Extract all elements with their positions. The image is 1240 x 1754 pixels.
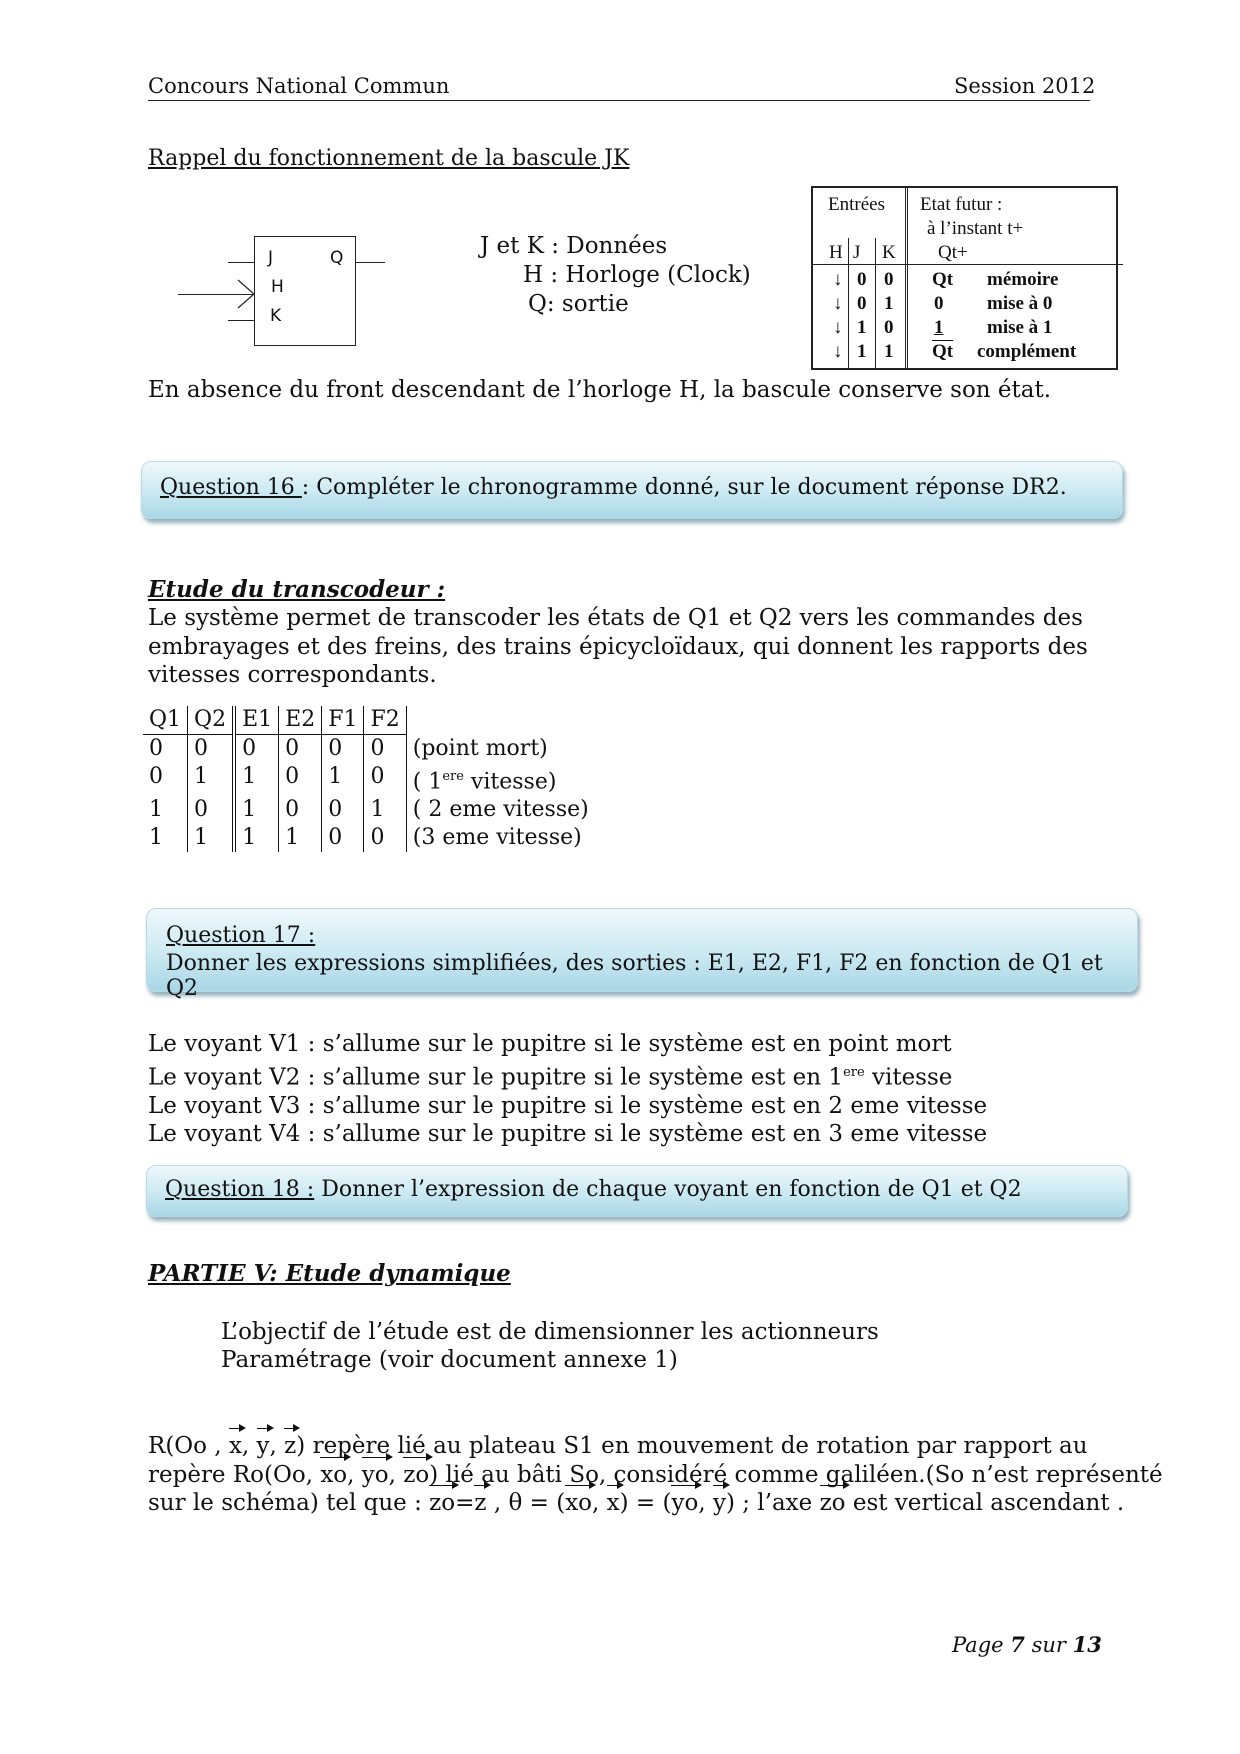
partie-v-intro: [221, 1318, 879, 1374]
th-q1: Q1: [149, 707, 182, 732]
header-left: Concours National Commun: [148, 74, 450, 98]
pin-h-label: H: [271, 277, 284, 297]
future-header-3: Qt+: [938, 242, 968, 263]
cell-q1: 1: [149, 825, 163, 851]
jk-truth-table: [811, 186, 1118, 370]
col-h: H: [829, 242, 843, 263]
question-17-text: Donner les expressions simplifiées, des sorties : E1, E2, F1, F2 en fonction de Q1 et Q2: [166, 951, 1103, 1001]
future-header-1: Etat futur :: [920, 194, 1003, 215]
question-16-text: : Compléter le chronogramme donné, sur le document réponse DR2.: [301, 475, 1067, 500]
falling-edge-icon: ↓: [833, 317, 843, 338]
row-q: Qt: [932, 269, 954, 290]
pin-j-label: J: [268, 248, 274, 268]
header-right: Session 2012: [954, 74, 1096, 98]
voyants-list: [148, 1030, 987, 1149]
vec-yo: yo: [361, 1461, 389, 1488]
cell-note: ( 2 eme vitesse): [406, 796, 594, 824]
row-desc: mémoire: [987, 269, 1059, 290]
vec-x: x: [606, 1490, 620, 1516]
vec-zo: zo: [429, 1490, 456, 1516]
table-row: [143, 763, 595, 796]
objectif: L’objectif de l’étude est de dimensionner les actionneurs: [221, 1319, 879, 1345]
legend-h: H : Horloge (Clock): [523, 262, 751, 288]
transcodeur-table: [143, 706, 595, 852]
para-line: vitesses correspondants.: [148, 662, 437, 688]
l2-a: repère Ro(Oo,: [148, 1461, 321, 1488]
transcodeur-paragraph: [148, 604, 1088, 690]
question-17-label: [166, 923, 315, 948]
vec-z: z: [474, 1490, 487, 1516]
comma: ,: [347, 1461, 362, 1488]
col-j: J: [853, 242, 861, 263]
comma: ,: [269, 1433, 285, 1459]
v2-sup: ere: [843, 1064, 865, 1080]
voyant-v2: [148, 1059, 987, 1092]
cell-e2: 0: [279, 763, 322, 796]
th-q2: Q2: [188, 706, 235, 735]
cell-f1: 0: [322, 735, 364, 764]
comma: ,: [698, 1490, 713, 1516]
question-17-box: [146, 908, 1138, 1001]
comma: ,: [592, 1490, 607, 1516]
l3-e: ) ; l’axe: [725, 1490, 820, 1516]
table-row: [143, 735, 595, 764]
cell-e2: 0: [279, 735, 322, 764]
cell-e2: 1: [279, 824, 322, 852]
falling-edge-icon: ↓: [833, 293, 843, 314]
row-desc: mise à 0: [987, 293, 1053, 314]
cell-e1: 0: [234, 735, 279, 764]
l1-b: ) repère lié au plateau S1 en mouvement de rotation par rapport au: [296, 1433, 1088, 1459]
cell-note: (point mort): [406, 735, 594, 764]
cell-note: (3 eme vitesse): [406, 824, 594, 852]
jk-title: Rappel du fonctionnement de la bascule JK: [148, 146, 630, 171]
question-16-label: Question 16: [160, 475, 302, 500]
para-line: Le système permet de transcoder les états de Q1 et Q2 vers les commandes des: [148, 605, 1083, 631]
parametrage: Paramétrage (voir document annexe 1): [221, 1347, 678, 1373]
future-header-2: à l’instant t+: [927, 218, 1024, 239]
pin-k-label: K: [270, 306, 282, 326]
cell-f1: 0: [322, 824, 364, 852]
jk-row: [813, 268, 1113, 292]
vec-y: y: [256, 1433, 270, 1459]
note-b: vitesse): [463, 769, 557, 795]
note-a: ( 1: [412, 769, 443, 795]
pin-k-line: [228, 320, 254, 321]
vec-yo: yo: [671, 1490, 699, 1516]
eq: =: [455, 1490, 475, 1516]
row-desc: complément: [977, 341, 1077, 362]
row-k: 1: [884, 293, 894, 314]
cell-e1: 1: [234, 824, 279, 852]
inputs-header: Entrées: [828, 194, 885, 215]
q18-label: Question 18 :: [165, 1177, 315, 1202]
l1-a: R(Oo ,: [148, 1433, 229, 1459]
v2-b: vitesse: [864, 1064, 953, 1091]
row-q: $\overline{Qt}$: [932, 341, 954, 362]
cell-f2: 0: [364, 824, 406, 852]
question-18-box: [146, 1165, 1128, 1217]
cell-f1: 0: [322, 796, 364, 824]
th-note: [406, 706, 594, 735]
page-num: 7: [1010, 1632, 1025, 1657]
page-total: 13: [1072, 1632, 1102, 1657]
comma: ,: [388, 1461, 404, 1488]
voyant-v4: Le voyant V4 : s’allume sur le pupitre si le système est en 3 eme vitesse: [148, 1121, 988, 1148]
cell-q1: 0: [143, 735, 188, 764]
jk-row: [813, 340, 1113, 364]
cell-q1: 1: [149, 797, 163, 823]
pin-j-line: [228, 262, 254, 263]
th-f2: F2: [364, 706, 406, 735]
cell-f2: 0: [364, 735, 406, 764]
row-desc: mise à 1: [987, 317, 1053, 338]
table-row: [143, 796, 595, 824]
cell-f1: 1: [322, 763, 364, 796]
cell-q2: 0: [188, 735, 235, 764]
jk-note: En absence du front descendant de l’horloge H, la bascule conserve son état.: [148, 377, 1052, 403]
table-header-rule: [813, 264, 1123, 265]
cell-f2: 0: [364, 763, 406, 796]
cell-e1: 1: [234, 763, 279, 796]
th-e1: E1: [234, 706, 279, 735]
para-line: embrayages et des freins, des trains épicycloïdaux, qui donnent les rapports des: [148, 633, 1088, 660]
pin-q-line: [355, 262, 385, 263]
vec-x: x: [228, 1433, 242, 1459]
vec-y: y: [712, 1490, 726, 1516]
row-q: 0: [934, 293, 944, 314]
cell-q2: 1: [188, 763, 235, 796]
comma: ,: [241, 1433, 257, 1459]
row-q: 1: [934, 317, 944, 338]
row-k: 0: [884, 317, 894, 338]
clock-triangle-icon: [236, 278, 266, 312]
math-line-1: [148, 1432, 1163, 1461]
jk-legend: [480, 232, 751, 319]
cell-q1: 0: [149, 764, 163, 789]
row-k: 0: [884, 269, 894, 290]
falling-edge-icon: ↓: [833, 269, 843, 290]
repere-paragraph: [148, 1432, 1163, 1518]
vec-zo: zo: [819, 1490, 846, 1516]
partie-v-title: PARTIE V: Etude dynamique: [148, 1260, 511, 1287]
l3-d: ) = (: [619, 1490, 672, 1516]
voyant-v1: Le voyant V1 : s’allume sur le pupitre si le système est en point mort: [148, 1031, 952, 1057]
vec-z: z: [284, 1433, 297, 1459]
voyant-v3: Le voyant V3 : s’allume sur le pupitre si le système est en 2 eme vitesse: [148, 1092, 988, 1119]
page-footer: [952, 1632, 1102, 1657]
transcodeur-title: Etude du transcodeur :: [148, 576, 446, 603]
vec-xo: xo: [565, 1490, 593, 1516]
jk-row: [813, 316, 1113, 340]
falling-edge-icon: ↓: [833, 341, 843, 362]
jk-row: [813, 292, 1113, 316]
cell-e2: 0: [279, 796, 322, 824]
note-sup: ere: [442, 769, 464, 784]
cell-f2: 1: [364, 796, 406, 824]
v2-a: Le voyant V2 : s’allume sur le pupitre si le système est en 1: [148, 1064, 844, 1091]
l3-f: est vertical ascendant .: [845, 1490, 1125, 1516]
page-word: Page: [952, 1633, 1011, 1657]
math-line-2: [148, 1461, 1163, 1490]
cell-e1: 1: [234, 796, 279, 824]
table-row: [143, 824, 595, 852]
cell-note: [406, 763, 594, 796]
question-16: [160, 475, 1067, 500]
row-j: 0: [857, 293, 867, 314]
l2-b: ) lié au bâti So, considéré comme galiléen.(So n’est représenté: [429, 1461, 1163, 1488]
jk-rows: [813, 268, 1113, 364]
q17-label: Question 17 :: [166, 923, 316, 948]
th-e2: E2: [279, 706, 322, 735]
vec-xo: xo: [320, 1461, 348, 1488]
l3-c: , θ = (: [486, 1490, 566, 1516]
col-k: K: [882, 242, 896, 263]
legend-jk: J et K : Données: [480, 233, 668, 259]
question-16-box: [141, 461, 1123, 519]
header-rule: [148, 100, 1090, 101]
legend-q: Q: sortie: [528, 291, 629, 317]
question-18: [165, 1177, 1022, 1202]
page-sur: sur: [1024, 1633, 1073, 1657]
q18-text: Donner l’expression de chaque voyant en fonction de Q1 et Q2: [314, 1177, 1022, 1202]
row-j: 1: [857, 341, 867, 362]
cell-q2: 0: [188, 796, 235, 824]
row-k: 1: [884, 341, 894, 362]
th-f1: F1: [322, 706, 364, 735]
l3-a: sur le schéma) tel que :: [148, 1490, 430, 1516]
row-j: 1: [857, 317, 867, 338]
pin-q-label: Q: [330, 248, 344, 268]
vec-zo: zo: [403, 1461, 430, 1488]
cell-q2: 1: [188, 824, 235, 852]
row-j: 0: [857, 269, 867, 290]
math-line-3: [148, 1489, 1163, 1518]
